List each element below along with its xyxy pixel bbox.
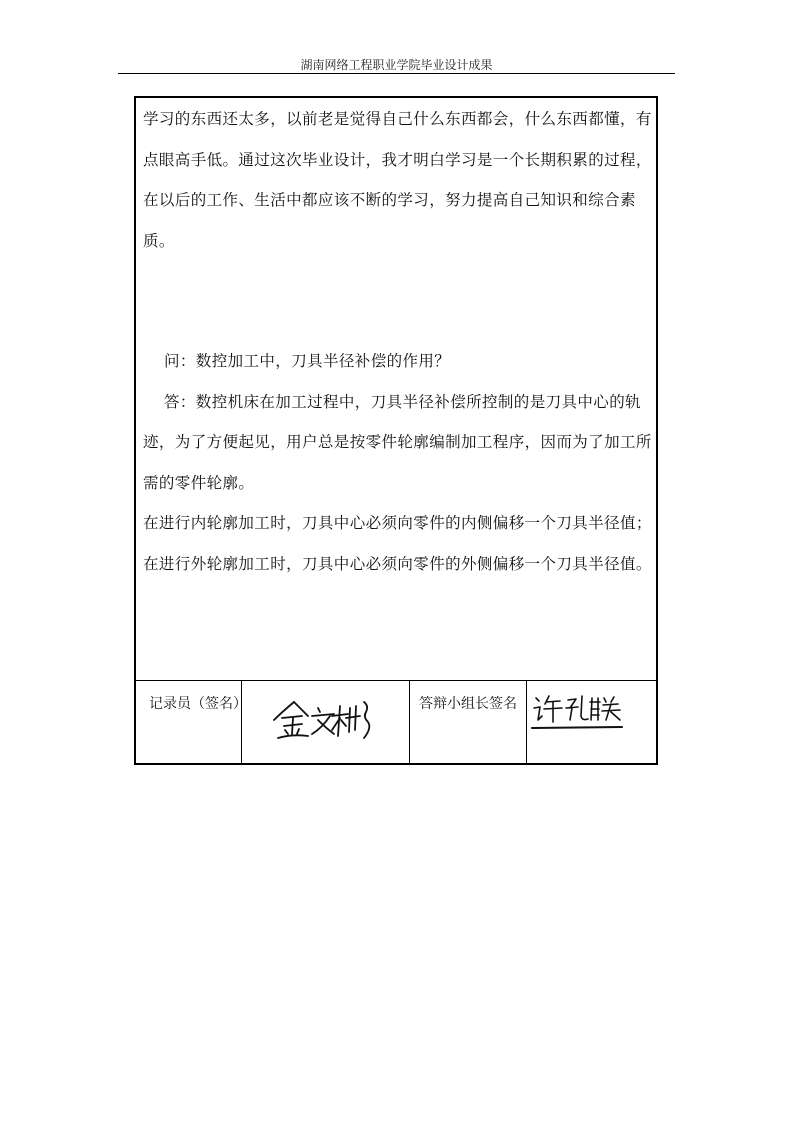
recorder-signature (268, 690, 378, 750)
closing-paragraph: 学习的东西还太多，以前老是觉得自己什么东西都会，什么东西都懂，有点眼高手低。通过这次毕业设计，我才明白学习是一个长期积累的过程，在以后的工作、生活中都应该不断的学习，努力提高自己知识和综合素质。 (143, 110, 652, 250)
answer-detail-text: 在进行内轮廓加工时，刀具中心必须向零件的内侧偏移一个刀具半径值；在进行外轮廓加工时，刀具中心必须向零件的外侧偏移一个刀具半径值。 (143, 514, 652, 573)
recorder-label: 记录员（签名） (149, 696, 247, 712)
signature-divider (526, 680, 527, 765)
header-divider (118, 73, 675, 74)
leader-signature (530, 690, 630, 735)
content-body (143, 96, 655, 584)
signature-divider (409, 680, 410, 765)
page-header-title: 湖南网络工程职业学院毕业设计成果 (300, 58, 493, 72)
question-text: 问：数控加工中，刀具半径补偿的作用？ (164, 352, 451, 370)
paragraph-spacer (143, 261, 655, 341)
leader-label: 答辩小组长签名 (419, 696, 517, 712)
answer-text: 答：数控机床在加工过程中，刀具半径补偿所控制的是刀具中心的轨迹，为了方便起见，用户总是按零件轮廓编制加工程序，因而为了加工所需的零件轮廓。 (143, 392, 652, 492)
